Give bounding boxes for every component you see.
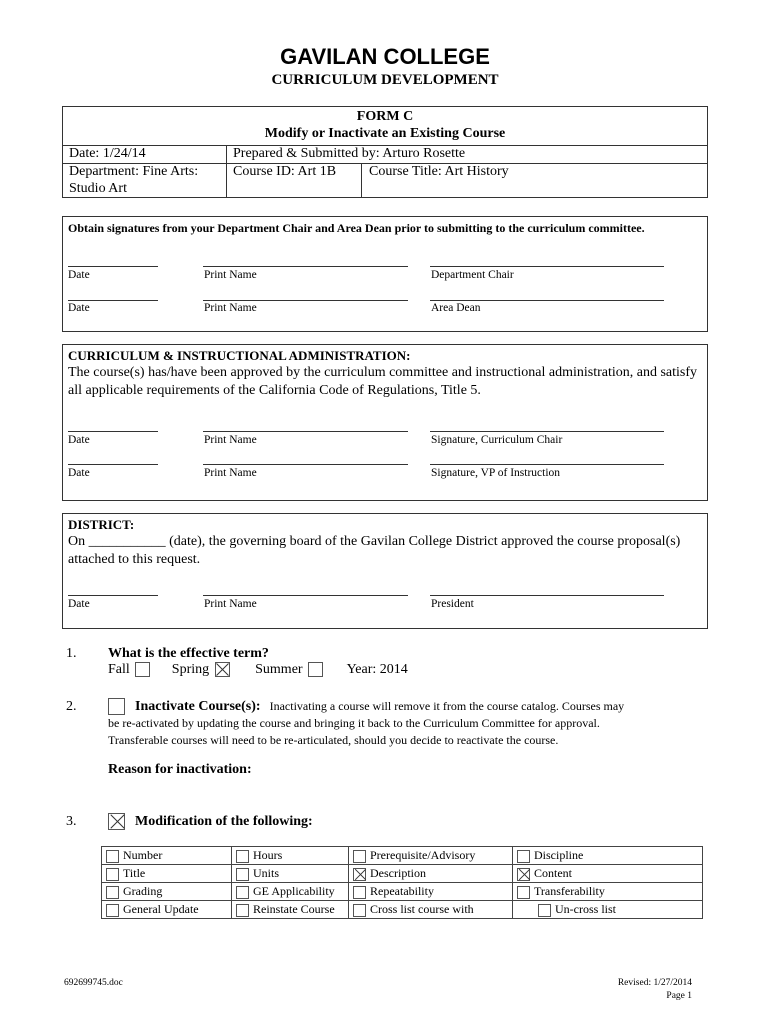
- print-name-label: Print Name: [204, 598, 257, 610]
- form-name: FORM C: [356, 109, 414, 124]
- question-number: 3.: [66, 814, 77, 829]
- option-number[interactable]: [102, 847, 232, 865]
- role-label: President: [431, 598, 474, 610]
- signature-box: [62, 216, 708, 332]
- option-repeatability[interactable]: [349, 883, 513, 901]
- signature-line: [203, 595, 408, 596]
- modification-options-table: [101, 846, 703, 919]
- signature-line: [203, 300, 408, 301]
- checkbox[interactable]: [236, 886, 249, 899]
- inactivate-text-line1: Inactivating a course will remove it from the course catalog. Courses may: [269, 699, 625, 713]
- signature-line: [430, 266, 664, 267]
- summer-checkbox[interactable]: [308, 662, 323, 677]
- print-name-label: Print Name: [204, 467, 257, 479]
- checkbox[interactable]: [106, 904, 119, 917]
- option-ge[interactable]: [232, 883, 349, 901]
- option-transferability[interactable]: [513, 883, 703, 901]
- modification-row: [108, 812, 313, 830]
- option-content[interactable]: [513, 865, 703, 883]
- fall-label: Fall: [108, 662, 130, 677]
- district-box: [62, 513, 708, 629]
- footer-page: Page 1: [666, 991, 692, 1001]
- district-heading: DISTRICT:: [68, 517, 135, 532]
- admin-text: The course(s) has/have been approved by the curriculum committee and instructional administration, and satisfy all applicable requirements of the California Code of Regulations, Title 5.: [68, 365, 698, 398]
- spring-label: Spring: [171, 662, 210, 677]
- prepared-by-field: Prepared & Submitted by: Arturo Rosette: [233, 146, 466, 161]
- college-title: GAVILAN COLLEGE: [280, 44, 490, 69]
- term-options: [108, 662, 408, 678]
- footer-revised: Revised: 1/27/2014: [617, 978, 692, 988]
- option-label: Number: [123, 848, 163, 862]
- table-row: [102, 883, 703, 901]
- signature-line: [68, 266, 158, 267]
- role-label: Signature, Curriculum Chair: [431, 434, 563, 446]
- role-label: Signature, VP of Instruction: [431, 467, 561, 479]
- option-label: Title: [123, 866, 146, 880]
- option-label: Grading: [123, 884, 163, 898]
- inactivate-row: [108, 697, 624, 715]
- option-discipline[interactable]: [513, 847, 703, 865]
- document-subtitle: CURRICULUM DEVELOPMENT: [271, 72, 499, 88]
- option-label: Repeatability: [370, 884, 434, 898]
- checkbox[interactable]: [106, 850, 119, 863]
- option-description[interactable]: [349, 865, 513, 883]
- checkbox[interactable]: [538, 904, 551, 917]
- print-name-label: Print Name: [204, 434, 257, 446]
- inactivate-checkbox[interactable]: [108, 698, 125, 715]
- option-label: Prerequisite/Advisory: [370, 848, 476, 862]
- signature-line: [68, 595, 158, 596]
- signature-line: [68, 431, 158, 432]
- vertical-divider: [226, 145, 227, 197]
- year-value: Year: 2014: [346, 662, 408, 677]
- option-label: Reinstate Course: [253, 902, 335, 916]
- signature-line: [430, 300, 664, 301]
- modification-title: Modification of the following:: [135, 814, 313, 829]
- signature-line: [430, 595, 664, 596]
- option-label: Description: [370, 866, 426, 880]
- department-field: Department: Fine Arts:: [69, 164, 199, 179]
- signature-line: [430, 464, 664, 465]
- date-label: Date: [68, 302, 90, 314]
- checkbox[interactable]: [236, 904, 249, 917]
- form-title: Modify or Inactivate an Existing Course: [264, 126, 506, 141]
- signature-line: [203, 266, 408, 267]
- option-hours[interactable]: [232, 847, 349, 865]
- option-label: GE Applicability: [253, 884, 335, 898]
- checkbox-checked[interactable]: [517, 868, 530, 881]
- print-name-label: Print Name: [204, 269, 257, 281]
- option-label: Un-cross list: [555, 902, 616, 916]
- checkbox[interactable]: [353, 886, 366, 899]
- reason-label: Reason for inactivation:: [108, 762, 252, 777]
- table-row: [102, 901, 703, 919]
- signature-line: [203, 464, 408, 465]
- checkbox[interactable]: [517, 850, 530, 863]
- course-title-field: Course Title: Art History: [369, 164, 509, 179]
- question-number: 1.: [66, 646, 77, 661]
- inactivate-title: Inactivate Course(s):: [135, 699, 261, 714]
- option-reinstate[interactable]: [232, 901, 349, 919]
- signature-instructions: Obtain signatures from your Department Chair and Area Dean prior to submitting to the curriculum committee.: [68, 221, 645, 235]
- checkbox[interactable]: [106, 886, 119, 899]
- checkbox[interactable]: [517, 886, 530, 899]
- signature-line: [203, 431, 408, 432]
- option-label: Units: [253, 866, 280, 880]
- department-field-line2: Studio Art: [69, 181, 127, 196]
- option-label: Hours: [253, 848, 283, 862]
- effective-term-question: What is the effective term?: [108, 646, 269, 661]
- option-label: Transferability: [534, 884, 605, 898]
- checkbox-checked[interactable]: [353, 868, 366, 881]
- signature-line: [68, 464, 158, 465]
- admin-heading: CURRICULUM & INSTRUCTIONAL ADMINISTRATION:: [68, 348, 411, 363]
- checkbox[interactable]: [236, 868, 249, 881]
- spring-checkbox[interactable]: [215, 662, 230, 677]
- signature-line: [68, 300, 158, 301]
- question-number: 2.: [66, 699, 77, 714]
- date-label: Date: [68, 434, 90, 446]
- option-grading[interactable]: [102, 883, 232, 901]
- date-field: Date: 1/24/14: [69, 146, 146, 161]
- option-general-update[interactable]: [102, 901, 232, 919]
- role-label: Area Dean: [431, 302, 481, 314]
- inactivate-text-line2: be re-activated by updating the course and bringing it back to the Curriculum Committee for approval.: [108, 716, 600, 730]
- role-label: Department Chair: [431, 269, 514, 281]
- district-text: On ___________ (date), the governing board of the Gavilan College District approved the course proposal(s) attached to this request.: [68, 534, 681, 567]
- course-id-field: Course ID: Art 1B: [233, 164, 337, 179]
- vertical-divider: [361, 163, 362, 197]
- option-label: General Update: [123, 902, 199, 916]
- option-label: Cross list course with: [370, 902, 474, 916]
- inactivate-text-line3: Transferable courses will need to be re-articulated, should you decide to reactivate the course.: [108, 733, 559, 747]
- date-label: Date: [68, 467, 90, 479]
- fall-checkbox[interactable]: [135, 662, 150, 677]
- table-row: [102, 865, 703, 883]
- option-label: Discipline: [534, 848, 584, 862]
- option-title[interactable]: [102, 865, 232, 883]
- checkbox[interactable]: [236, 850, 249, 863]
- option-cross-list[interactable]: [349, 901, 513, 919]
- table-row: [102, 847, 703, 865]
- signature-line: [430, 431, 664, 432]
- checkbox[interactable]: [106, 868, 119, 881]
- option-units[interactable]: [232, 865, 349, 883]
- date-label: Date: [68, 269, 90, 281]
- option-uncross-list[interactable]: [513, 901, 703, 919]
- option-prereq[interactable]: [349, 847, 513, 865]
- option-label: Content: [534, 866, 572, 880]
- checkbox[interactable]: [353, 850, 366, 863]
- admin-box: [62, 344, 708, 501]
- footer-doc-name: 692699745.doc: [64, 978, 123, 988]
- date-label: Date: [68, 598, 90, 610]
- checkbox[interactable]: [353, 904, 366, 917]
- modification-checkbox[interactable]: [108, 813, 125, 830]
- form-info-box: [62, 106, 708, 198]
- summer-label: Summer: [255, 662, 303, 677]
- print-name-label: Print Name: [204, 302, 257, 314]
